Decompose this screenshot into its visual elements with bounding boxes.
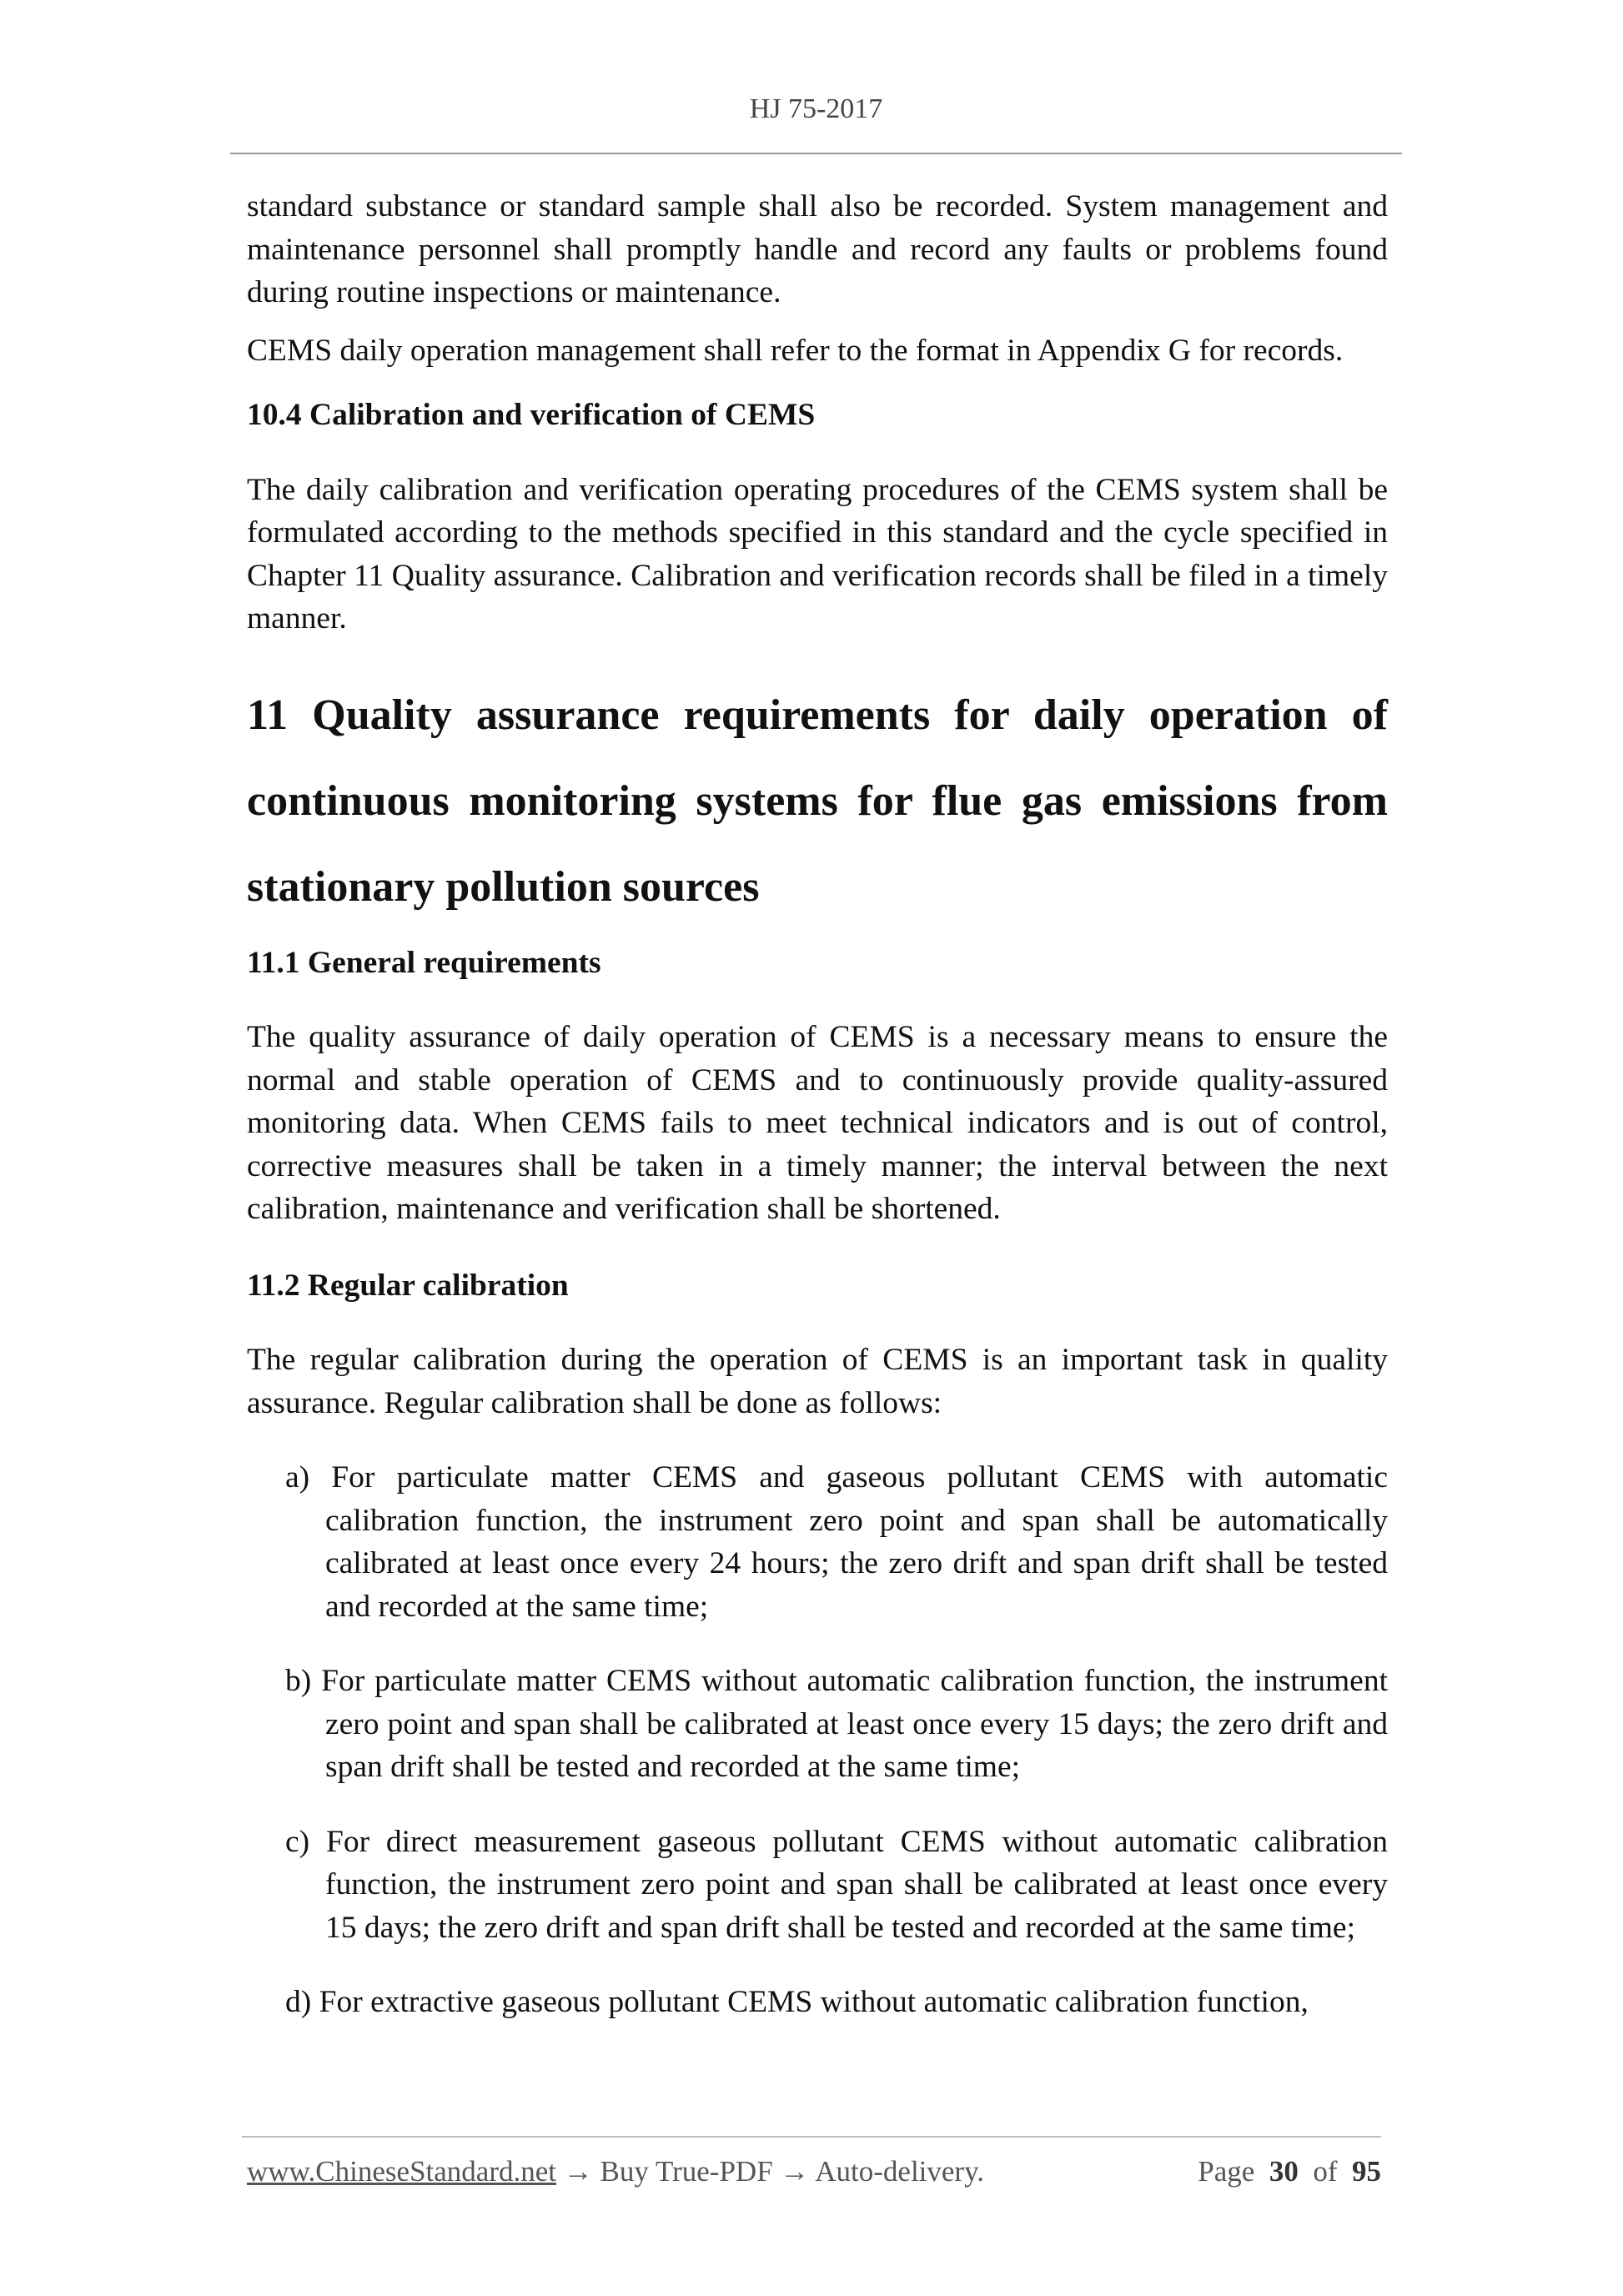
header-divider (230, 153, 1402, 154)
document-header: HJ 75-2017 (749, 93, 883, 124)
section-heading-10-4: 10.4 Calibration and verification of CEMS (247, 398, 816, 432)
page-label: Page (1198, 2155, 1255, 2188)
chapter-heading-11: 11 Quality assurance requirements for daily operation of continuous monitoring systems for flue gas emissions from stationary pollution sources (247, 691, 1388, 911)
paragraph-general-requirements: The quality assurance of daily operation of CEMS is a necessary means to ensure the normal and stable operation of CEMS and to continuously provide quality-assured monitoring data. When CEMS fails to meet technical indicators and is out of control, corrective measures shall be taken in a timely manner; the interval between the next calibration, maintenance and verification shall be shortened. (247, 1020, 1388, 1226)
list-item-c: c) For direct measurement gaseous pollutant CEMS without automatic calibration function, the instrument zero point and span shall be calibrated at least once every 15 days; the zero drift and span drift shall be tested and recorded at the same time; (285, 1824, 1388, 1945)
list-item-b: b) For particulate matter CEMS without automatic calibration function, the instrument zero point and span shall be calibrated at least once every 15 days; the zero drift and span drift shall be tested and recorded at the same time; (285, 1664, 1388, 1784)
auto-delivery-text: Auto-delivery. (815, 2155, 985, 2188)
chinesestandard-link[interactable]: www.ChineseStandard.net (247, 2155, 556, 2188)
section-heading-11-2: 11.2 Regular calibration (247, 1268, 569, 1303)
page-content (247, 185, 1388, 2024)
paragraph-regular-calibration: The regular calibration during the operation of CEMS is an important task in quality assurance. Regular calibration shall be done as follows: (247, 1343, 1388, 1420)
paragraph-records: standard substance or standard sample shall also be recorded. System management and maintenance personnel shall promptly handle and record any faults or problems found during routine inspections or maintenance. (247, 189, 1388, 309)
arrow-right-icon: → (556, 2155, 600, 2188)
paragraph-appendix-g: CEMS daily operation management shall refer to the format in Appendix G for records. (247, 333, 1344, 368)
buy-true-pdf-text: Buy True-PDF (600, 2155, 773, 2188)
footer-divider (242, 2136, 1381, 2138)
page-of: of (1313, 2155, 1338, 2188)
footer-promo (247, 2155, 984, 2188)
page-current: 30 (1269, 2155, 1299, 2188)
list-item-d: d) For extractive gaseous pollutant CEMS without automatic calibration function, (285, 1985, 1309, 2019)
page-total: 95 (1352, 2155, 1381, 2188)
page-footer (247, 2155, 1381, 2188)
section-heading-11-1: 11.1 General requirements (247, 945, 601, 980)
page-number (1198, 2155, 1381, 2188)
arrow-right-icon: → (772, 2155, 816, 2188)
paragraph-calibration-procedures: The daily calibration and verification operating procedures of the CEMS system shall be formulated according to the methods specified in this standard and the cycle specified in Chapter 11 Quality assurance. Calibration and verification records shall be filed in a timely manner. (247, 472, 1388, 636)
list-item-a: a) For particulate matter CEMS and gaseous pollutant CEMS with automatic calibration function, the instrument zero point and span shall be automatically calibrated at least once every 24 hours; the zero drift and span drift shall be tested and recorded at the same time; (285, 1460, 1388, 1624)
